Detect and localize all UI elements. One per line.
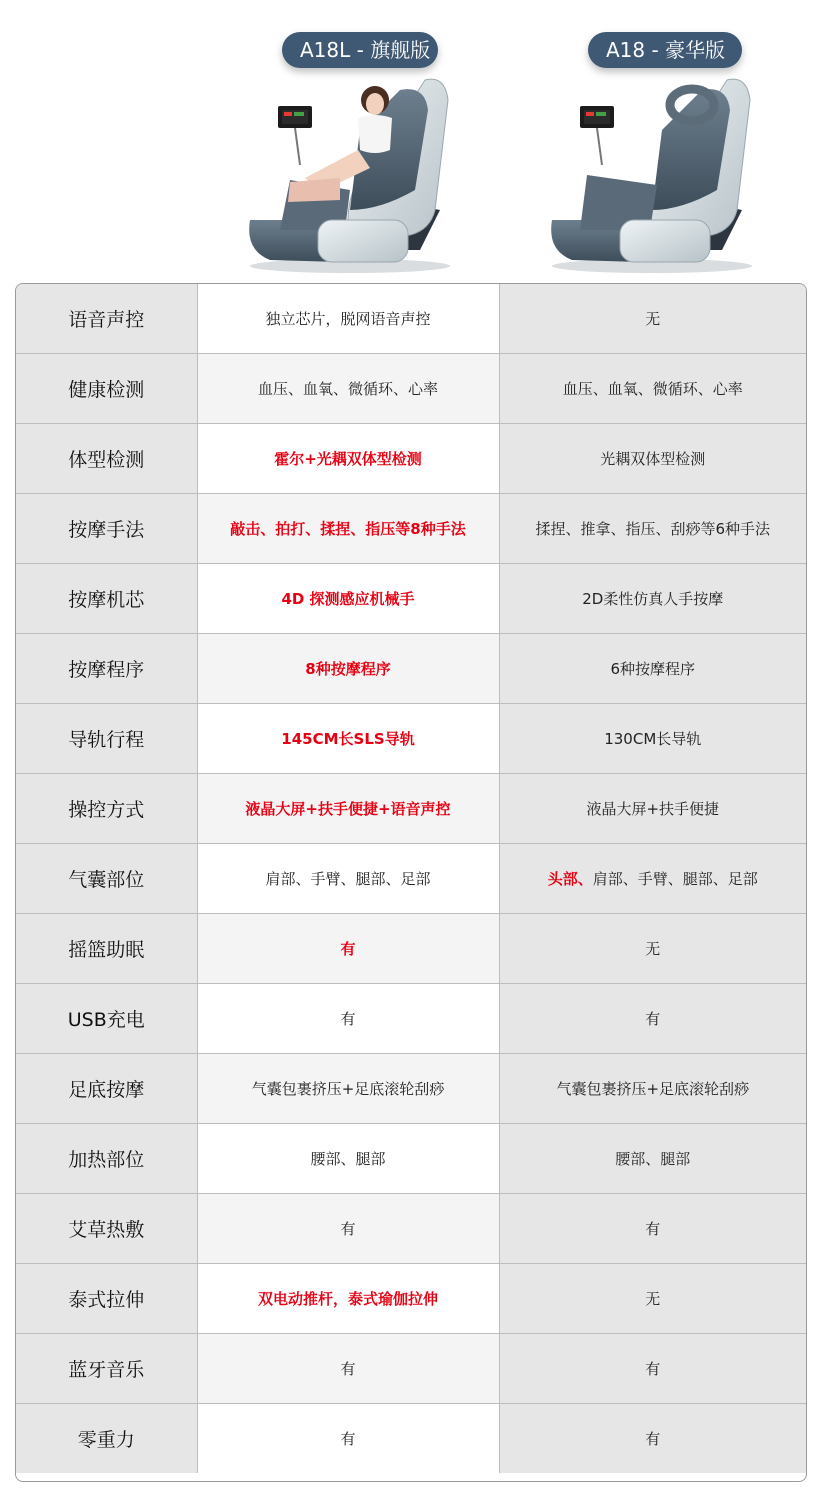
- table-row: [16, 844, 806, 914]
- a18-value: 气囊包裹挤压+足底滚轮刮痧: [499, 1054, 806, 1124]
- a18-value: 2D柔性仿真人手按摩: [499, 564, 806, 634]
- table-row: [16, 1334, 806, 1404]
- feature-label: 泰式拉伸: [16, 1264, 197, 1334]
- feature-label: 导轨行程: [16, 704, 197, 774]
- table-row: [16, 634, 806, 704]
- a18-value: 血压、血氧、微循环、心率: [499, 354, 806, 424]
- a18-value: 无: [499, 1264, 806, 1334]
- feature-label: 加热部位: [16, 1124, 197, 1194]
- a18l-value: 有: [197, 914, 499, 984]
- a18l-value: 霍尔+光耦双体型检测: [197, 424, 499, 494]
- feature-label: USB充电: [16, 984, 197, 1054]
- a18-value-text: 肩部、手臂、腿部、足部: [592, 870, 758, 888]
- a18-value: 揉捏、推拿、指压、刮痧等6种手法: [499, 494, 806, 564]
- a18l-value: 双电动推杆，泰式瑜伽拉伸: [197, 1264, 499, 1334]
- product-title-a18: A18 - 豪华版: [588, 32, 742, 68]
- a18l-value: 腰部、腿部: [197, 1124, 499, 1194]
- table-row: [16, 494, 806, 564]
- product-header: [0, 0, 820, 282]
- a18-chair-image: [532, 70, 762, 275]
- a18-value: 无: [499, 284, 806, 354]
- comparison-table: [15, 283, 807, 1482]
- table-row: [16, 774, 806, 844]
- a18l-value: 4D 探测感应机械手: [197, 564, 499, 634]
- feature-label: 按摩手法: [16, 494, 197, 564]
- table-row: [16, 984, 806, 1054]
- feature-label: 零重力: [16, 1404, 197, 1474]
- table-row: [16, 354, 806, 424]
- feature-label: 健康检测: [16, 354, 197, 424]
- table-row: [16, 564, 806, 634]
- a18-value: 无: [499, 914, 806, 984]
- a18l-value: 145CM长SLS导轨: [197, 704, 499, 774]
- table-row: [16, 424, 806, 494]
- a18l-value: 气囊包裹挤压+足底滚轮刮痧: [197, 1054, 499, 1124]
- a18l-value: 有: [197, 1334, 499, 1404]
- feature-label: 操控方式: [16, 774, 197, 844]
- a18l-value: 肩部、手臂、腿部、足部: [197, 844, 499, 914]
- a18l-value: 有: [197, 1404, 499, 1474]
- a18-value: 6种按摩程序: [499, 634, 806, 704]
- a18-value: 液晶大屏+扶手便捷: [499, 774, 806, 844]
- feature-label: 足底按摩: [16, 1054, 197, 1124]
- table-row: [16, 284, 806, 354]
- table-row: [16, 704, 806, 774]
- table-row: [16, 1404, 806, 1474]
- a18-value: 130CM长导轨: [499, 704, 806, 774]
- table-row: [16, 1054, 806, 1124]
- a18-value: [499, 844, 806, 914]
- feature-label: 按摩程序: [16, 634, 197, 704]
- feature-label: 摇篮助眠: [16, 914, 197, 984]
- a18l-value: 液晶大屏+扶手便捷+语音声控: [197, 774, 499, 844]
- feature-label: 艾草热敷: [16, 1194, 197, 1264]
- a18-value: 腰部、腿部: [499, 1124, 806, 1194]
- a18-value: 有: [499, 1194, 806, 1264]
- a18-value: 有: [499, 1334, 806, 1404]
- a18-value: 光耦双体型检测: [499, 424, 806, 494]
- table-row: [16, 914, 806, 984]
- product-title-a18l: A18L - 旗舰版: [282, 32, 438, 68]
- a18-value-highlight: 头部、: [547, 870, 593, 888]
- a18-value: 有: [499, 984, 806, 1054]
- a18l-value: 独立芯片，脱网语音声控: [197, 284, 499, 354]
- a18l-chair-image: [230, 70, 460, 275]
- a18-value: 有: [499, 1404, 806, 1474]
- feature-label: 体型检测: [16, 424, 197, 494]
- a18l-value: 血压、血氧、微循环、心率: [197, 354, 499, 424]
- a18l-value: 有: [197, 1194, 499, 1264]
- a18l-value: 8种按摩程序: [197, 634, 499, 704]
- feature-label: 气囊部位: [16, 844, 197, 914]
- table-row: [16, 1264, 806, 1334]
- feature-label: 蓝牙音乐: [16, 1334, 197, 1404]
- a18l-value: 有: [197, 984, 499, 1054]
- table-row: [16, 1194, 806, 1264]
- a18l-value: 敲击、拍打、揉捏、指压等8种手法: [197, 494, 499, 564]
- feature-label: 语音声控: [16, 284, 197, 354]
- table-row: [16, 1124, 806, 1194]
- feature-label: 按摩机芯: [16, 564, 197, 634]
